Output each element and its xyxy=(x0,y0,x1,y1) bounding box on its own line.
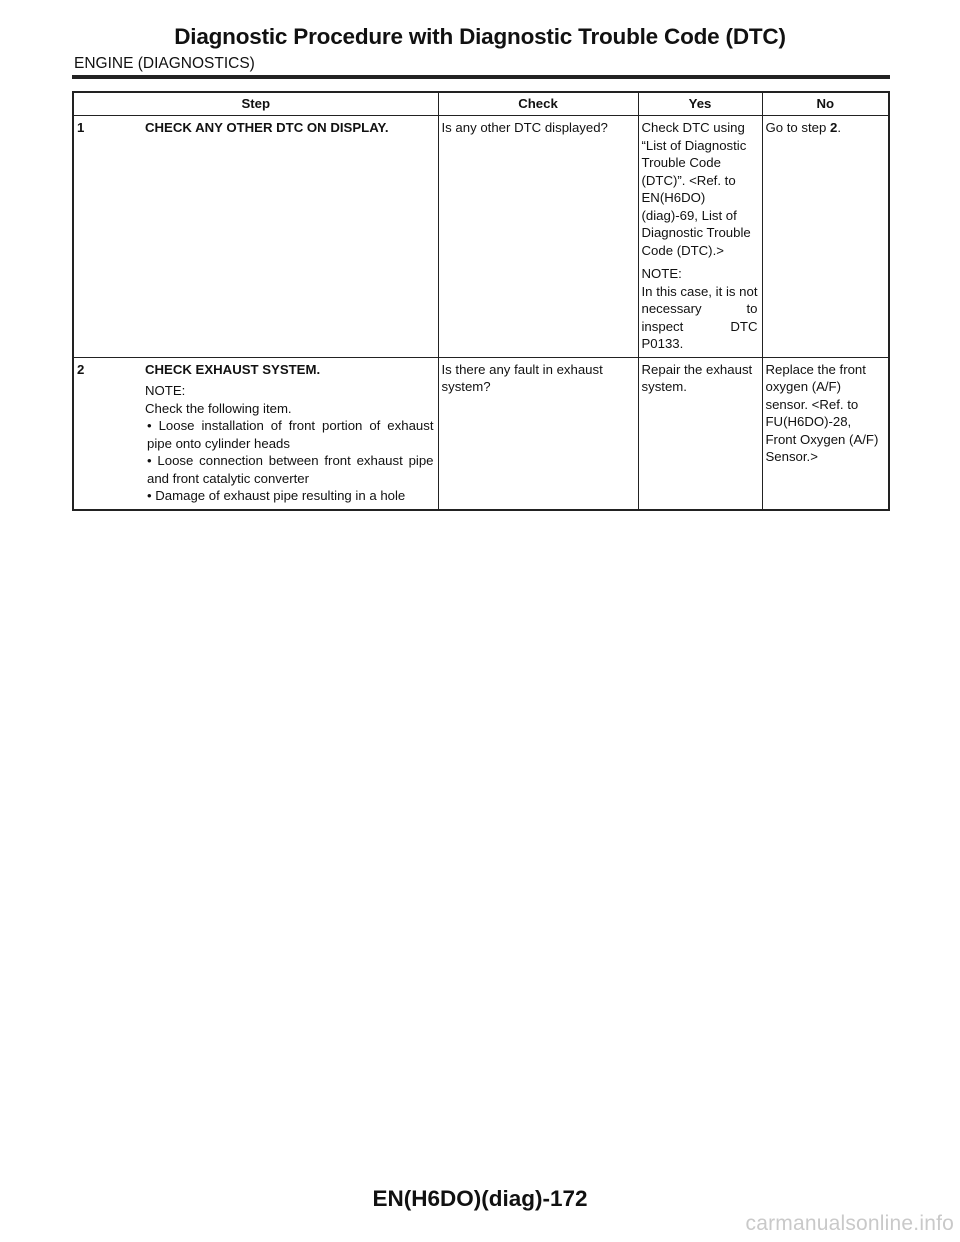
page-title: Diagnostic Procedure with Diagnostic Trouble Code (DTC) xyxy=(174,24,786,49)
header-rule xyxy=(72,75,890,79)
step-title: CHECK EXHAUST SYSTEM. xyxy=(145,361,321,377)
note-label: NOTE: xyxy=(145,383,186,398)
page-number: EN(H6DO)(diag)-172 xyxy=(372,1186,588,1211)
section-subtitle: ENGINE (DIAGNOSTICS) xyxy=(74,55,255,72)
step-number: 2 xyxy=(77,361,85,377)
yes-text: Repair the exhaust system. xyxy=(641,361,753,394)
column-header-yes: Yes xyxy=(638,92,762,116)
no-text: Replace the front oxygen (A/F) sensor. <Ref. to FU(H6DO)-28, Front Oxygen (A/F) Sensor.> xyxy=(765,361,879,464)
no-cell xyxy=(762,116,889,358)
step-title: CHECK ANY OTHER DTC ON DISPLAY. xyxy=(145,120,389,135)
step-number: 1 xyxy=(77,120,85,135)
table-header-row xyxy=(73,92,889,116)
column-header-check: Check xyxy=(438,92,638,116)
yes-cell xyxy=(638,357,762,510)
list-item: • Loose connection between front exhaust pipe and front catalytic converter xyxy=(147,453,434,486)
goto-step-number: 2 xyxy=(830,120,838,135)
no-cell xyxy=(762,357,889,510)
note-label: NOTE: xyxy=(641,266,682,281)
check-cell xyxy=(438,116,638,358)
check-text: Is there any fault in exhaust system? xyxy=(441,361,603,394)
no-text-suffix: . xyxy=(837,120,842,135)
list-item: • Damage of exhaust pipe resulting in a hole xyxy=(147,488,406,503)
column-header-no: No xyxy=(762,92,889,116)
table-row xyxy=(73,357,889,510)
column-header-step: Step xyxy=(73,92,438,116)
note-text: In this case, it is not necessary to inspect DTC P0133. xyxy=(641,283,758,351)
no-text xyxy=(763,116,889,141)
step-cell xyxy=(73,116,438,358)
list-item: • Loose installation of front portion of exhaust pipe onto cylinder heads xyxy=(147,418,434,451)
note-intro: Check the following item. xyxy=(145,400,292,416)
step-cell xyxy=(73,357,438,510)
no-text-prefix: Go to step xyxy=(765,120,831,135)
diagnostic-table xyxy=(72,91,890,511)
check-text: Is any other DTC displayed? xyxy=(441,120,608,135)
table-row xyxy=(73,116,889,358)
yes-cell xyxy=(638,116,762,358)
yes-text: Check DTC using “List of Diagnostic Trouble Code (DTC)”. <Ref. to EN(H6DO)(diag)-69, List of Diagnostic Trouble Code (DTC).> xyxy=(641,120,751,258)
check-cell xyxy=(438,357,638,510)
watermark-text: carmanualsonline.info xyxy=(745,1212,954,1235)
